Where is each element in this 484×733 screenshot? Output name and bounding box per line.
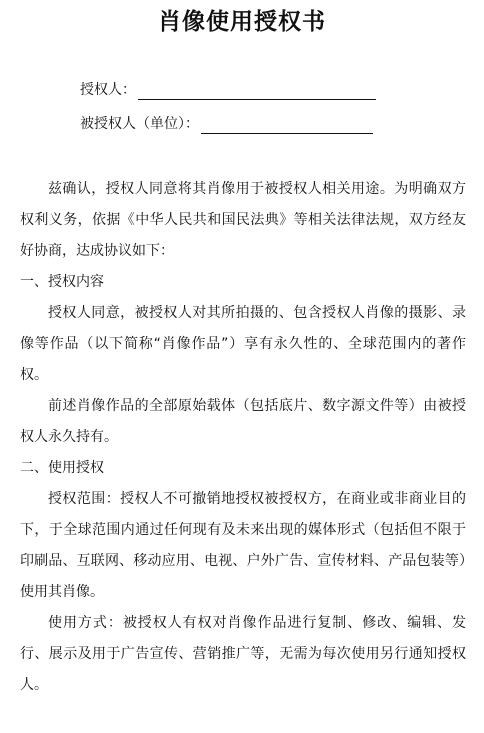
intro-paragraph: 兹确认，授权人同意将其肖像用于被授权人相关用途。为明确双方权利义务，依据《中华人民共和国民法典》等相关法律法规，双方经友好协商，达成协议如下：	[20, 181, 466, 259]
section-2-paragraph-2: 使用方式：被授权人有权对肖像作品进行复制、修改、编辑、发行、展示及用于广告宣传、营销推广等，无需为每次使用另行通知授权人。	[20, 615, 466, 693]
grantor-signature-line	[138, 83, 376, 100]
grantor-field	[80, 80, 376, 100]
section-1-paragraph-2: 前述肖像作品的全部原始载体（包括底片、数字源文件等）由被授权人永久持有。	[20, 398, 466, 445]
document-title: 肖像使用授权书	[158, 9, 326, 35]
section-2-heading: 二、使用授权	[20, 460, 104, 476]
section-2-paragraph-1: 授权范围：授权人不可撤销地授权被授权方，在商业或非商业目的下，于全球范围内通过任何现有及未来出现的媒体形式（包括但不限于印刷品、互联网、移动应用、电视、户外广告、宣传材料、产品包装等）使用其肖像。	[20, 491, 466, 600]
section-1-heading: 一、授权内容	[20, 274, 104, 290]
grantee-field	[80, 114, 373, 134]
grantee-label: 被授权人（单位）：	[80, 116, 199, 132]
grantee-signature-line	[201, 117, 373, 134]
document-body	[20, 174, 466, 701]
section-1-paragraph-1: 授权人同意，被授权人对其所拍摄的、包含授权人肖像的摄影、录像等作品（以下简称“肖像作品”）享有永久性的、全球范围内的著作权。	[20, 305, 466, 383]
grantor-label: 授权人：	[80, 82, 136, 98]
